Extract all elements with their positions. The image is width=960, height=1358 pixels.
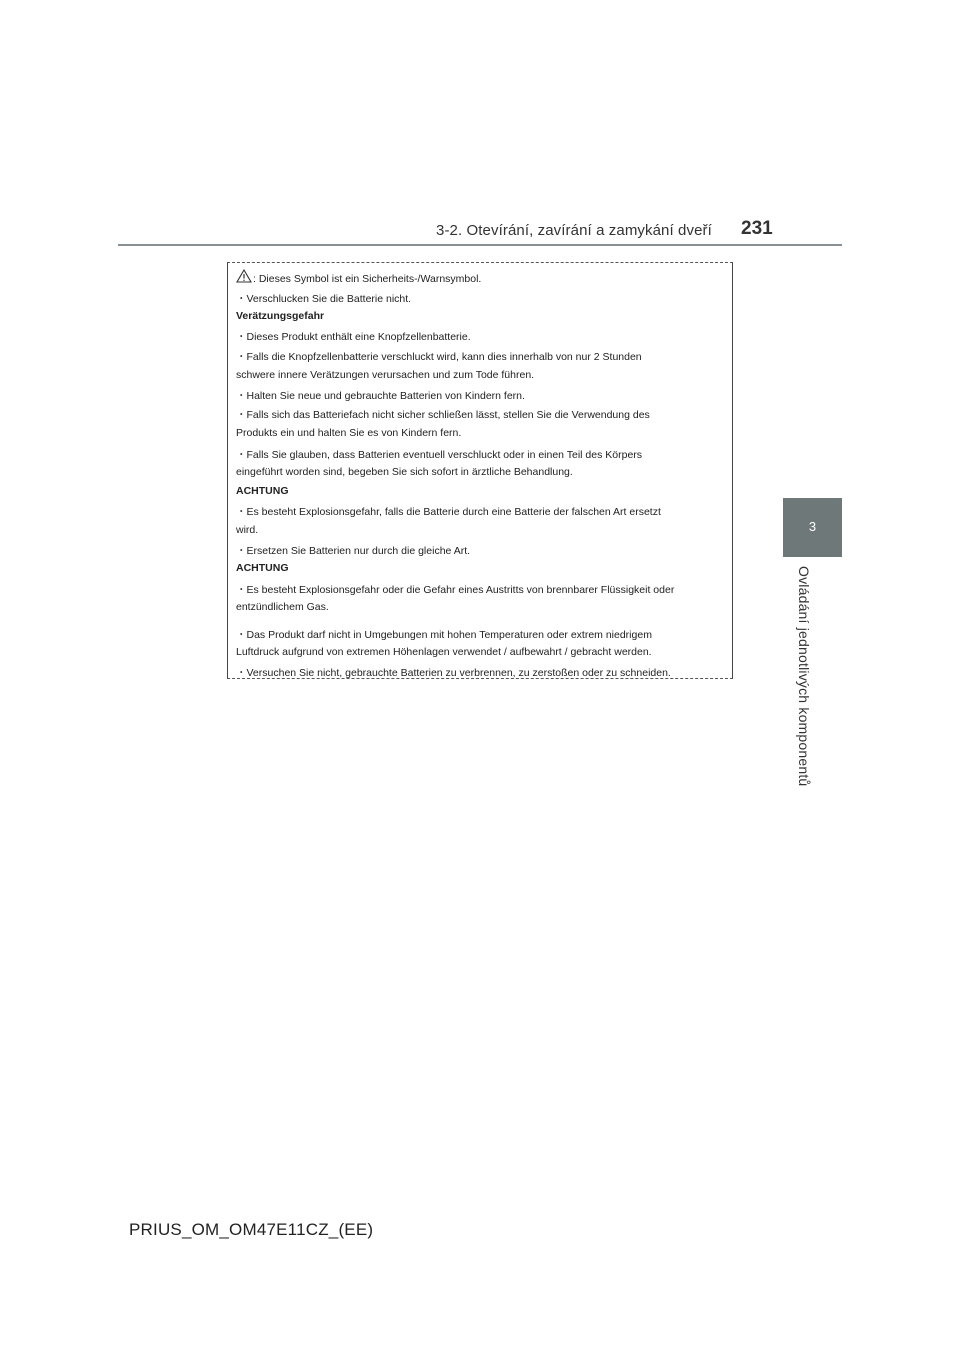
label-heading: Verätzungsgefahr xyxy=(236,310,325,322)
chapter-number: 3 xyxy=(808,519,817,534)
label-line: ・Falls sich das Batteriefach nicht sicher schließen lässt, stellen Sie die Verwendung des xyxy=(236,409,650,421)
label-line: Luftdruck aufgrund von extremen Höhenlagen verwendet / aufbewahrt / gebracht werden. xyxy=(236,646,652,658)
label-line: ・Falls Sie glauben, dass Batterien eventuell verschluckt oder in einen Teil des Körpers xyxy=(236,449,643,461)
header-divider xyxy=(118,244,842,246)
chapter-title: Ovládání jednotlivých komponentů xyxy=(796,566,812,787)
label-line: ・Dieses Produkt enthält eine Knopfzellenbatterie. xyxy=(236,331,471,343)
label-line: ・Es besteht Explosionsgefahr, falls die Batterie durch eine Batterie der falschen Art ersetzt xyxy=(236,506,661,518)
label-heading: ACHTUNG xyxy=(236,485,289,497)
footer-doc-code: PRIUS_OM_OM47E11CZ_(EE) xyxy=(129,1220,374,1239)
label-line-text: : Dieses Symbol ist ein Sicherheits-/Warnsymbol. xyxy=(253,273,482,285)
label-line: ・Halten Sie neue und gebrauchte Batterien von Kindern fern. xyxy=(236,390,525,402)
label-line: Produkts ein und halten Sie es von Kindern fern. xyxy=(236,427,462,439)
page-number: 231 xyxy=(741,218,773,239)
label-line: wird. xyxy=(236,524,259,536)
label-line: ・Ersetzen Sie Batterien nur durch die gleiche Art. xyxy=(236,545,471,557)
label-line: ・Verschlucken Sie die Batterie nicht. xyxy=(236,293,412,305)
label-line: ・Falls die Knopfzellenbatterie verschluckt wird, kann dies innerhalb von nur 2 Stunden xyxy=(236,351,642,363)
label-line: ・Es besteht Explosionsgefahr oder die Gefahr eines Austritts von brennbarer Flüssigkeit oder xyxy=(236,584,675,596)
warning-triangle-icon xyxy=(236,269,252,283)
label-line: ・Versuchen Sie nicht, gebrauchte Batterien zu verbrennen, zu zerstoßen oder zu schneiden. xyxy=(236,667,671,679)
chapter-tab xyxy=(783,498,842,557)
label-line-symbol xyxy=(236,269,481,285)
label-line: entzündlichem Gas. xyxy=(236,601,329,613)
label-line: ・Das Produkt darf nicht in Umgebungen mit hohen Temperaturen oder extrem niedrigem xyxy=(236,629,652,641)
label-line: eingeführt worden sind, begeben Sie sich sofort in ärztliche Behandlung. xyxy=(236,466,573,478)
battery-warning-label xyxy=(227,262,733,679)
label-line: schwere innere Verätzungen verursachen und zum Tode führen. xyxy=(236,369,535,381)
header-section-title: 3-2. Otevírání, zavírání a zamykání dveří xyxy=(436,222,712,239)
label-heading: ACHTUNG xyxy=(236,562,289,574)
